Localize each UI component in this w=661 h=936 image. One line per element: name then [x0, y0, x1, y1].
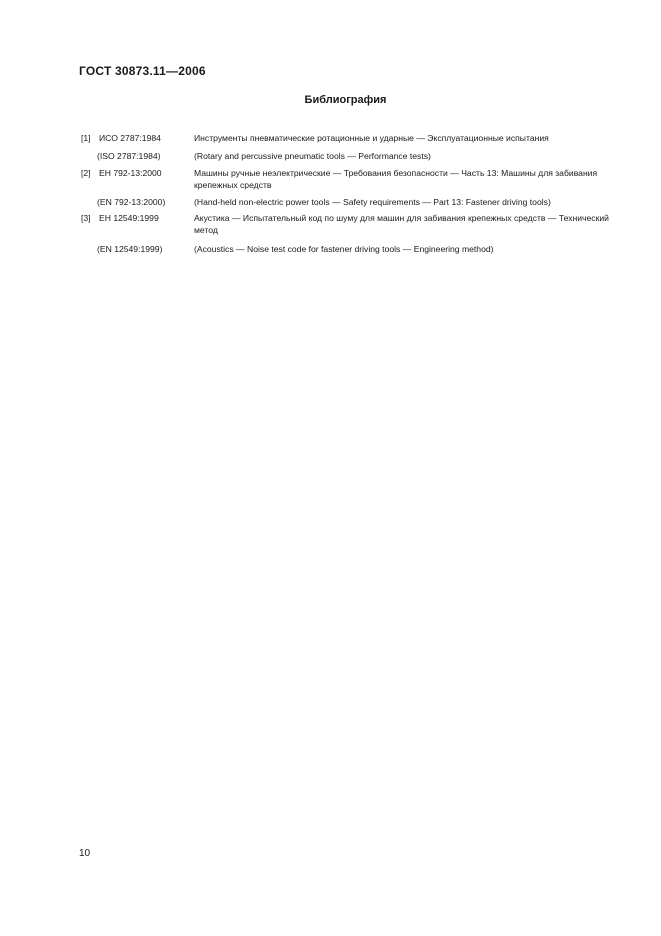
reference-code: (EN 12549:1999) — [97, 244, 163, 254]
reference-code: ЕН 12549:1999 — [99, 213, 159, 223]
reference-number: [3] — [81, 213, 91, 223]
reference-title: (Rotary and percussive pneumatic tools — Performance tests) — [194, 151, 431, 161]
reference-title: (Hand-held non-electric power tools — Safety requirements — Part 13: Fastener driving tools) — [194, 197, 551, 207]
page-number: 10 — [79, 848, 91, 859]
section-title: Библиография — [304, 94, 387, 106]
reference-title: Машины ручные неэлектрические — Требования безопасности — Часть 13: Машины для забивания крепежных средств — [194, 168, 598, 190]
document-code: ГОСТ 30873.11—2006 — [79, 64, 206, 78]
reference-title: (Acoustics — Noise test code for fastener driving tools — Engineering method) — [194, 244, 494, 254]
reference-number: [2] — [81, 168, 91, 178]
reference-code: (EN 792-13:2000) — [97, 197, 166, 207]
reference-code: ЕН 792-13:2000 — [99, 168, 162, 178]
reference-title: Инструменты пневматические ротационные и ударные — Эксплуатационные испытания — [194, 133, 549, 143]
reference-title: Акустика — Испытательный код по шуму для машин для забивания крепежных средств — Технический метод — [194, 213, 609, 235]
reference-code: ИСО 2787:1984 — [99, 133, 161, 143]
reference-number: [1] — [81, 133, 91, 143]
reference-code: (ISO 2787:1984) — [97, 151, 161, 161]
